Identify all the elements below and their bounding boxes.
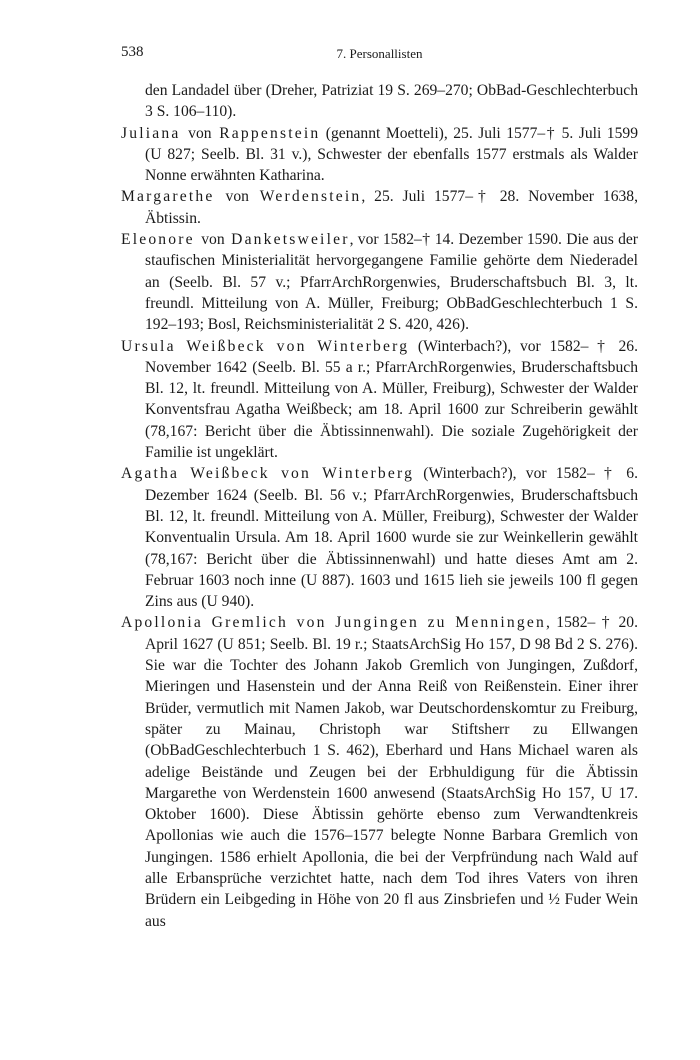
page-header bbox=[121, 44, 638, 68]
surname: Menningen bbox=[455, 614, 546, 632]
person-name bbox=[121, 231, 350, 248]
given-name: Ursula bbox=[121, 337, 176, 355]
surname: Winterberg bbox=[317, 337, 410, 355]
entry-text: , 1582– † 20. April 1627 (U 851; Seelb. Bl. 19 r.; StaatsArchSig Ho 157, D 98 Bd 2 S. 276). Sie war die Tochter des Johann Jakob Gremlich von Jungingen, Zußdorf, Mieringen und Hasenstein und der Anna Reiß von Reißenstein. Einer ihrer Brüder, vermutlich mit Namen Jakob, war Deutschordenskomtur zu Freiburg, später zu Mainau, Christoph war Stiftsherr zu Ellwangen (ObBadGeschlechterbuch 1 S. 462), Eberhard und Hans Michael waren als adelige Beistände und Zeugen bei der Erbhuldigung für die Äbtissin Margarethe von Werdenstein 1600 anwesend (StaatsArchSig Ho 157, U 17. Oktober 1600). Diese Äbtissin gehörte ebenso zum Verwandtenkreis Apollonias wie auch die 1576–1577 belegte Nonne Barbara Gremlich von Jungingen. 1586 erhielt Apollonia, die bei der Verpfründung nach Wald auf alle Erbansprüche verzichtet hatte, nach dem Tod ihres Vaters von ihren Brüdern ein Leibgeding in Höhe von 20 fl aus Zinsbriefen und ½ Fuder Wein aus bbox=[145, 614, 638, 930]
name-particle: Weißbeck von bbox=[190, 465, 312, 483]
running-head: 7. Personallisten bbox=[336, 46, 423, 61]
body-text bbox=[121, 80, 638, 932]
person-name bbox=[121, 465, 414, 482]
entry-text: (Winterbach?), vor 1582– † 26. November 1642 (Seelb. Bl. 55 a r.; PfarrArchRorgenwies, Bruderschaftsbuch Bl. 12, lt. freundl. Mitteilung von A. Müller, Freiburg), Schwester der Walder Konventsfrau Agatha Weißbeck; am 18. April 1600 zur Schreiberin gewählt (78,167: Bericht über die Äbtissinnenwahl). Die soziale Zugehörigkeit der Familie ist ungeklärt. bbox=[145, 337, 638, 462]
name-particle: Gremlich von Jungingen zu bbox=[211, 614, 447, 632]
entry-text: , vor 1582–† 14. Dezember 1590. Die aus der staufischen Ministerialität hervorgegangene Familie gehörte dem Niederadel an (Seelb. Bl. 57 v.; PfarrArchRorgenwies, Bruderschaftsbuch Bl. 3, lt. freundl. Mitteilung von A. Müller, Freiburg; ObBadGeschlechterbuch 1 S. 192–193; Bosl, Reichsministerialität 2 S. 420, 426). bbox=[145, 231, 638, 334]
given-name: Margarethe bbox=[121, 188, 215, 206]
entry-text: , 25. Juli 1577–† 28. November 1638, Äbtissin. bbox=[145, 188, 638, 227]
surname: Rappenstein bbox=[219, 124, 321, 142]
continuation-paragraph: den Landadel über (Dreher, Patriziat 19 S. 269–270; ObBad-Geschlechterbuch 3 S. 106–110). bbox=[145, 82, 638, 121]
entry-text: (genannt Moetteli), 25. Juli 1577–† 5. Juli 1599 (U 827; Seelb. Bl. 31 v.), Schwester der ebenfalls 1577 erstmals als Walder Nonne erwähnten Katharina. bbox=[145, 124, 638, 185]
entry-eleonore bbox=[121, 229, 638, 335]
surname: Winterberg bbox=[322, 465, 415, 483]
entry-apollonia bbox=[121, 612, 638, 931]
person-name bbox=[121, 188, 361, 205]
entry-ursula bbox=[121, 336, 638, 464]
page-number: 538 bbox=[121, 44, 144, 60]
surname: Danketsweiler bbox=[231, 231, 350, 249]
entry-agatha bbox=[121, 463, 638, 612]
given-name: Eleonore bbox=[121, 231, 195, 249]
person-name bbox=[121, 125, 320, 142]
surname: Werdenstein bbox=[259, 188, 362, 206]
person-name bbox=[121, 614, 546, 631]
person-name bbox=[121, 338, 409, 355]
given-name: Juliana bbox=[121, 124, 181, 142]
given-name: Apollonia bbox=[121, 614, 204, 632]
name-particle: von bbox=[225, 188, 249, 206]
entry-juliana bbox=[121, 123, 638, 187]
given-name: Agatha bbox=[121, 465, 180, 483]
entry-margarethe bbox=[121, 186, 638, 229]
name-particle: von bbox=[201, 231, 225, 249]
name-particle: von bbox=[188, 124, 212, 142]
name-particle: Weißbeck von bbox=[186, 337, 307, 355]
entry-text: (Winterbach?), vor 1582– † 6. Dezember 1624 (Seelb. Bl. 56 v.; PfarrArchRorgenwies, Bruderschaftsbuch Bl. 12, lt. freundl. Mitteilung von A. Müller, Freiburg), Schwester der Walder Konventualin Ursula. Am 18. April 1600 wurde sie zur Weinkellerin gewählt (78,167: Bericht über die Äbtissinnenwahl) und hatte dieses Amt am 2. Februar 1603 noch inne (U 887). 1603 und 1615 lieh sie jeweils 100 fl gegen Zins aus (U 940). bbox=[145, 465, 638, 611]
